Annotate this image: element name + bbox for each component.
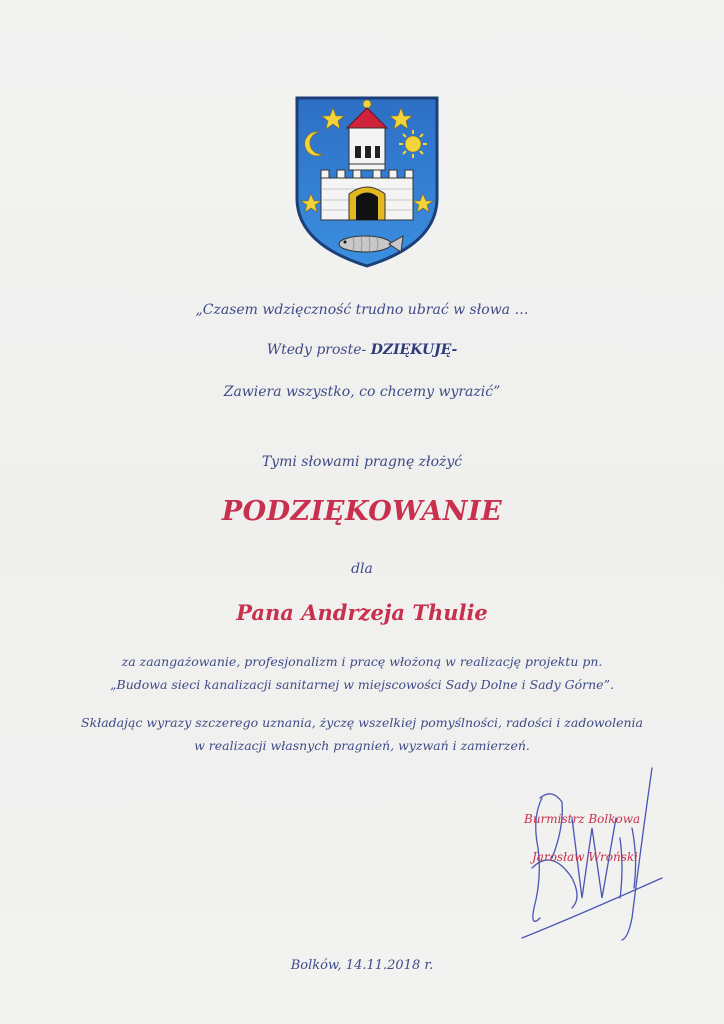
body-line-1: za zaangażowanie, profesjonalizm i pracę włożoną w realizację projektu pn. [121,654,603,669]
body-line-3: Składając wyrazy szczerego uznania, życzę wszelkiej pomyślności, radości i zadowolenia [81,715,643,730]
signatory-name: Jarosław Wroński [532,850,638,864]
quote-line-2 [0,342,724,358]
quote-line-1: „Czasem wdzięczność trudno ubrać w słowa … [195,302,529,318]
quote-line-3: Zawiera wszystko, co chcemy wyrazić” [223,384,501,400]
project-name: „Budowa sieci kanalizacji sanitarnej w miejscowości Sady Dolne i Sady Górne”. [110,677,614,692]
thank-you-emphasis: DZIĘKUJĘ- [370,342,458,358]
quote-line-2-prefix: Wtedy proste- [266,342,371,358]
issue-date: Bolków, 14.11.2018 r. [290,958,434,973]
recipient-name: Pana Andrzeja Thulie [236,600,488,625]
certificate-title: PODZIĘKOWANIE [221,496,503,527]
coat-of-arms-emblem [293,94,441,270]
body-line-4: w realizacji własnych pragnień, wyzwań i zamierzeń. [194,738,530,753]
intro-text: Tymi słowami pragnę złożyć [261,454,463,470]
signatory-role: Burmistrz Bolkowa [524,812,641,826]
for-word: dla [351,561,373,577]
